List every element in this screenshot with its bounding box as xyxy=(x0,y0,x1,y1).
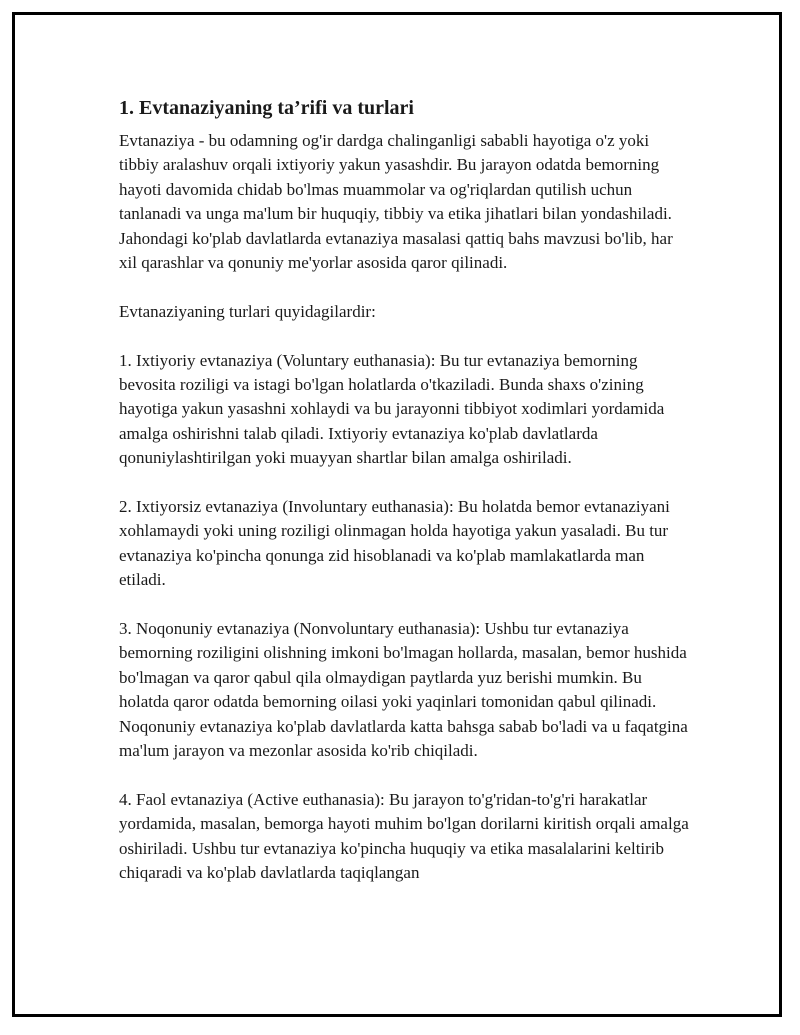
document-page xyxy=(12,12,782,1017)
section-heading: 1. Evtanaziyaning ta’rifi va turlari xyxy=(119,97,414,119)
paragraph-nonvoluntary: 3. Noqonuniy evtanaziya (Nonvoluntary euthanasia): Ushbu tur evtanaziya bemorning roziligini olishning imkoni bo'lmagan hollarda, masalan, bemor hushida bo'lmagan va qaror qabul qila olmaydigan paytlarda yuz berishi mumkin. Bu holatda qaror odatda bemorning oilasi yoki yaqinlari tomonidan qabul qilinadi. Noqonuniy evtanaziya ko'plab davlatlarda katta bahsga sabab bo'ladi va u faqatgina ma'lum jarayon va mezonlar asosida ko'rib chiqiladi. xyxy=(119,619,688,761)
paragraph-involuntary: 2. Ixtiyorsiz evtanaziya (Involuntary euthanasia): Bu holatda bemor evtanaziyani xohlamaydi yoki uning roziligi olinmagan holda hayotiga yakun yasaladi. Bu tur evtanaziya ko'pincha qonunga zid hisoblanadi va ko'plab mamlakatlarda man etiladi. xyxy=(119,497,670,590)
document-content xyxy=(119,95,689,910)
paragraph-active: 4. Faol evtanaziya (Active euthanasia): Bu jarayon to'g'ridan-to'g'ri harakatlar yordamida, masalan, bemorga hayoti muhim bo'lgan dorilarni kiritish orqali amalga oshiriladi. Ushbu tur evtanaziya ko'pincha huquqiy va etika masalalarini keltirib chiqaradi va ko'plab davlatlarda taqiqlangan xyxy=(119,789,689,883)
paragraph-definition: Evtanaziya - bu odamning og'ir dardga chalinganligi sababli hayotiga o'z yoki tibbiy aralashuv orqali ixtiyoriy yakun yasashdir. Bu jarayon odatda bemorning hayoti davomida chidab bo'lmas muammolar va og'riqlardan qutilish uchun tanlanadi va unga ma'lum bir huquqiy, tibbiy va etika jihatlari bilan yondashiladi. Jahondagi ko'plab davlatlarda evtanaziya masalasi qattiq bahs mavzusi bo'lib, har xil qarashlar va qonuniy me'yorlar asosida qaror qilinadi. xyxy=(119,131,673,273)
paragraph-voluntary: 1. Ixtiyoriy evtanaziya (Voluntary euthanasia): Bu tur evtanaziya bemorning bevosita roziligi va istagi bo'lgan holatlarda o'tkaziladi. Bunda shaxs o'zining hayotiga yakun yasashni xohlaydi va bu jarayonni tibbiyot xodimlari yordamida amalga oshirishni talab qiladi. Ixtiyoriy evtanaziya ko'plab davlatlarda qonuniylashtirilgan yoki muayyan shartlar bilan amalga oshiriladi. xyxy=(119,350,665,468)
paragraph-types-intro: Evtanaziyaning turlari quyidagilardir: xyxy=(119,301,376,321)
